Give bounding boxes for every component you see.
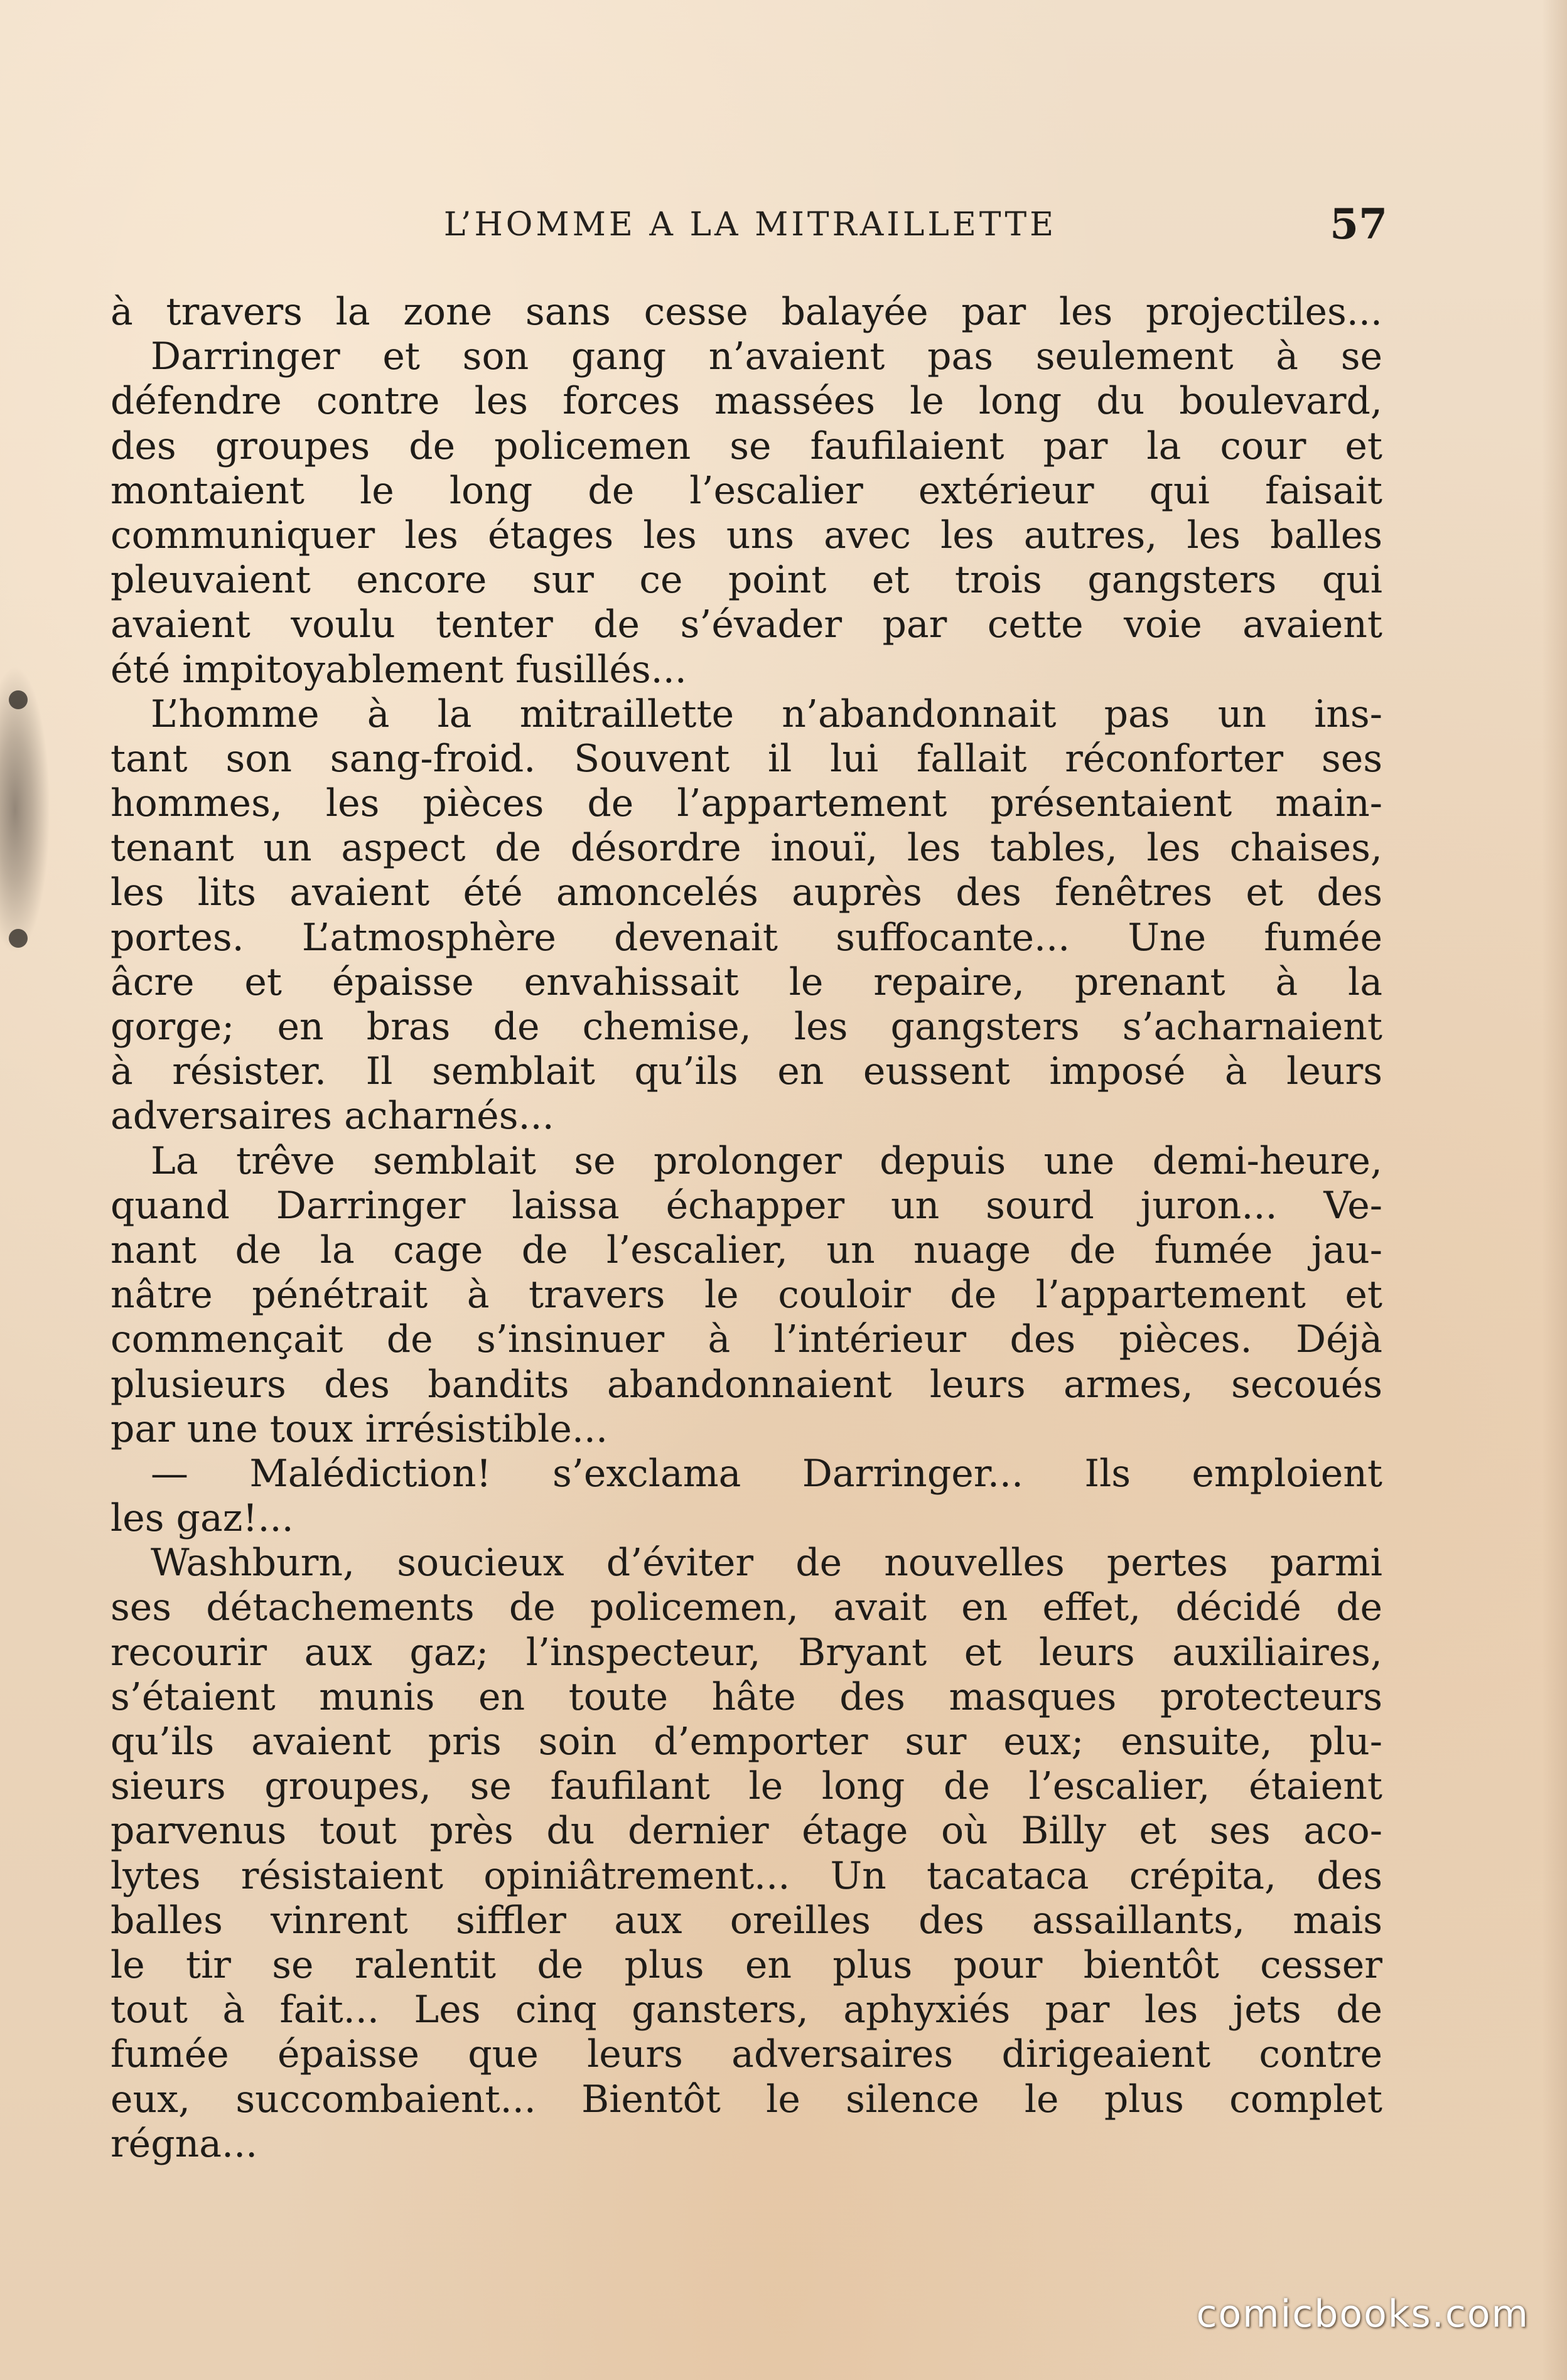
text-line: hommes, les pièces de l’appartement présentaient main-: [110, 781, 1382, 826]
text-line: L’homme à la mitraillette n’abandonnait pas un ins-: [151, 692, 1382, 736]
text-line: régna...: [110, 2121, 258, 2166]
text-line: avaient voulu tenter de s’évader par cette voie avaient: [110, 603, 1382, 647]
text-line: tout à fait... Les cinq gansters, aphyxiés par les jets de: [110, 1988, 1382, 2032]
text-line: à travers la zone sans cesse balayée par les projectiles...: [110, 290, 1382, 334]
text-line: par une toux irrésistible...: [110, 1407, 608, 1451]
body-text: [110, 290, 1382, 2173]
text-line: à résister. Il semblait qu’ils en eussent imposé à leurs: [110, 1049, 1382, 1094]
text-line: défendre contre les forces massées le long du boulevard,: [110, 379, 1382, 424]
text-line: été impitoyablement fusillés...: [110, 647, 687, 692]
page-edge-shadow: [1542, 0, 1567, 2380]
text-line: parvenus tout près du dernier étage où Billy et ses aco-: [110, 1809, 1382, 1853]
text-line: eux, succombaient... Bientôt le silence le plus complet: [110, 2077, 1382, 2121]
text-line: montaient le long de l’escalier extérieur qui faisait: [110, 468, 1382, 513]
text-line: plusieurs des bandits abandonnaient leurs armes, secoués: [110, 1362, 1382, 1407]
text-line: sieurs groupes, se faufilant le long de l’escalier, étaient: [110, 1764, 1382, 1809]
page-number: 57: [1330, 200, 1387, 249]
text-line: Darringer et son gang n’avaient pas seulement à se: [151, 335, 1382, 379]
text-line: fumée épaisse que leurs adversaires dirigeaient contre: [110, 2032, 1382, 2077]
text-line: nant de la cage de l’escalier, un nuage de fumée jau-: [110, 1228, 1382, 1272]
page-header: [113, 200, 1387, 262]
text-line: le tir se ralentit de plus en plus pour bientôt cesser: [110, 1943, 1382, 1987]
text-line: lytes résistaient opiniâtrement... Un tacataca crépita, des: [110, 1853, 1382, 1898]
ink-spot: [9, 929, 28, 948]
text-line: Washburn, soucieux d’éviter de nouvelles pertes parmi: [151, 1541, 1382, 1585]
text-line: tant son sang-froid. Souvent il lui fallait réconforter ses: [110, 736, 1382, 781]
text-line: La trêve semblait se prolonger depuis une demi-heure,: [151, 1139, 1382, 1183]
text-line: adversaires acharnés...: [110, 1094, 554, 1139]
text-line: ses détachements de policemen, avait en effet, décidé de: [110, 1585, 1382, 1630]
text-line: gorge; en bras de chemise, les gangsters s’acharnaient: [110, 1005, 1382, 1049]
text-line: recourir aux gaz; l’inspecteur, Bryant et leurs auxiliaires,: [110, 1630, 1382, 1675]
page-stain: [0, 665, 50, 954]
ink-spot: [9, 690, 28, 709]
text-line: quand Darringer laissa échapper un sourd juron... Ve-: [110, 1183, 1382, 1228]
text-line: les gaz!...: [110, 1496, 294, 1541]
text-line: tenant un aspect de désordre inouï, les tables, les chaises,: [110, 826, 1382, 871]
text-line: âcre et épaisse envahissait le repaire, prenant à la: [110, 960, 1382, 1004]
text-line: communiquer les étages les uns avec les autres, les balles: [110, 513, 1382, 557]
text-line: les lits avaient été amoncelés auprès des fenêtres et des: [110, 871, 1382, 915]
text-line: des groupes de policemen se faufilaient par la cour et: [110, 424, 1382, 468]
text-line: qu’ils avaient pris soin d’emporter sur eux; ensuite, plu-: [110, 1720, 1382, 1764]
text-line: nâtre pénétrait à travers le couloir de l’appartement et: [110, 1273, 1382, 1317]
running-title: L’HOMME A LA MITRAILLETTE: [443, 206, 1057, 244]
text-line: — Malédiction! s’exclama Darringer... Ils emploient: [151, 1451, 1382, 1496]
text-line: commençait de s’insinuer à l’intérieur des pièces. Déjà: [110, 1317, 1382, 1362]
text-line: balles vinrent siffler aux oreilles des assaillants, mais: [110, 1898, 1382, 1943]
watermark: comicbooks.com: [1196, 2292, 1529, 2336]
text-line: s’étaient munis en toute hâte des masques protecteurs: [110, 1675, 1382, 1719]
text-line: pleuvaient encore sur ce point et trois gangsters qui: [110, 558, 1382, 603]
text-line: portes. L’atmosphère devenait suffocante... Une fumée: [110, 915, 1382, 960]
